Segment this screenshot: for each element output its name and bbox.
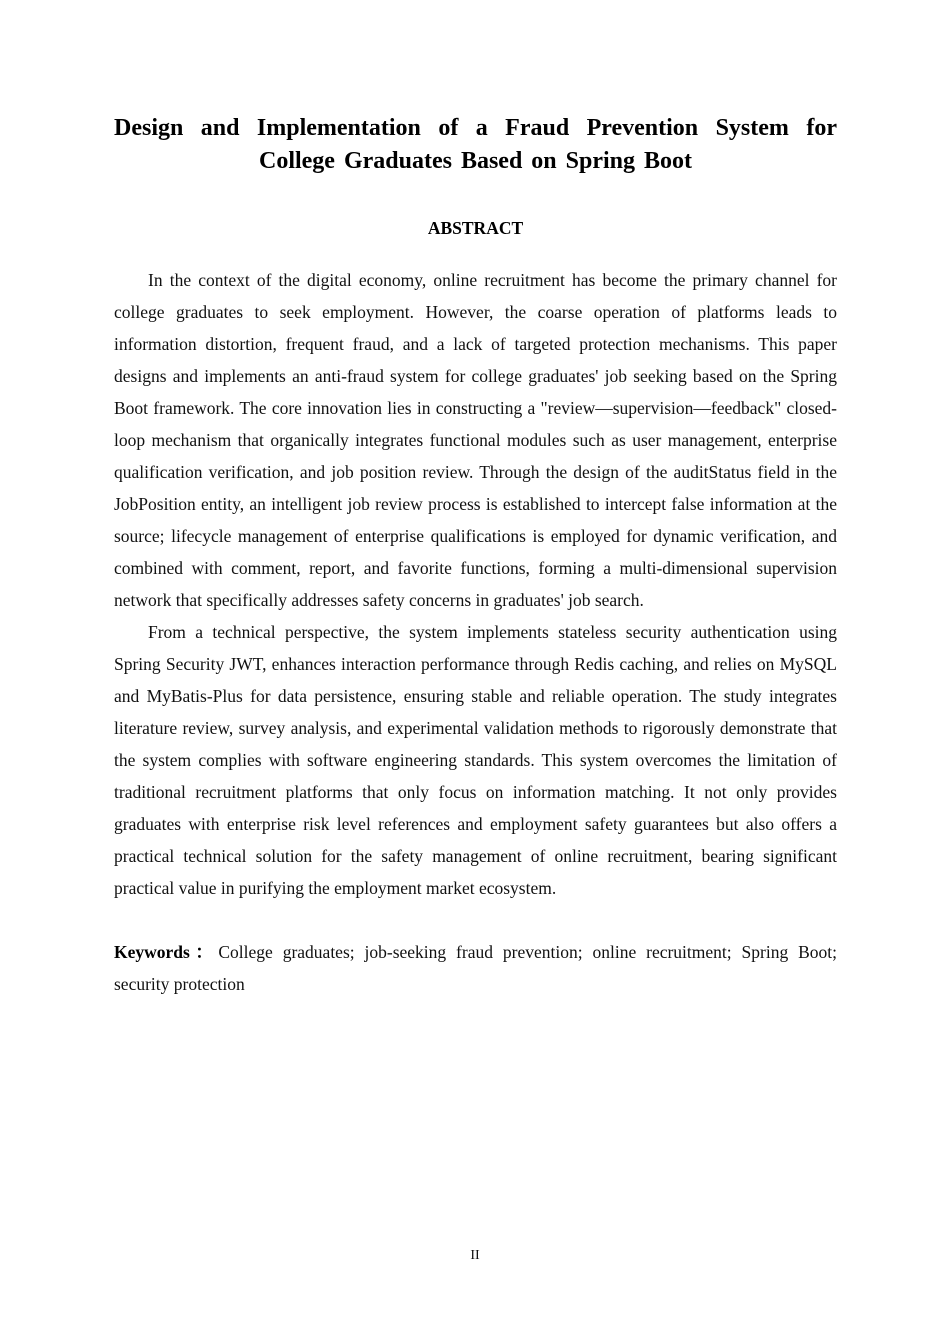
abstract-heading: ABSTRACT [427, 218, 524, 238]
page-number: II [470, 1248, 480, 1263]
paper-title-line-1: Design and Implementation of a Fraud Prevention System for [114, 115, 837, 141]
keywords [114, 936, 837, 1000]
abstract-paragraph-1: In the context of the digital economy, online recruitment has become the primary channel for college graduates to seek employment. However, the coarse operation of platforms leads to information distortion, frequent fraud, and a lack of targeted protection mechanisms. This paper designs and implements an anti-fraud system for college graduates' job seeking based on the Spring Boot framework. The core innovation lies in constructing a "review—supervision—feedback" closed-loop mechanism that organically integrates functional modules such as user management, enterprise qualification verification, and job position review. Through the design of the auditStatus field in the JobPosition entity, an intelligent job review process is established to intercept false information at the source; lifecycle management of enterprise qualifications is employed for dynamic verification, and combined with comment, report, and favorite functions, forming a multi-dimensional supervision network that specifically addresses safety concerns in graduates' job search. [114, 270, 837, 610]
paper-title-line-2: College Graduates Based on Spring Boot [258, 148, 693, 174]
abstract-paragraph-2: From a technical perspective, the system implements stateless security authentication using Spring Security JWT, enhances interaction performance through Redis caching, and relies on MySQL and MyBatis-Plus for data persistence, ensuring stable and reliable operation. The study integrates literature review, survey analysis, and experimental validation methods to rigorously demonstrate that the system complies with software engineering standards. This system overcomes the limitation of traditional recruitment platforms that only focus on information matching. It not only provides graduates with enterprise risk level references and employment safety guarantees but also offers a practical technical solution for the safety management of online recruitment, bearing significant practical value in purifying the employment market ecosystem. [114, 622, 837, 898]
abstract-body [114, 264, 837, 904]
paper-title [114, 112, 837, 178]
document-page [114, 112, 837, 1000]
keywords-text: College graduates; job-seeking fraud prevention; online recruitment; Spring Boot; security protection [114, 942, 837, 994]
keywords-label: Keywords： [114, 942, 219, 962]
